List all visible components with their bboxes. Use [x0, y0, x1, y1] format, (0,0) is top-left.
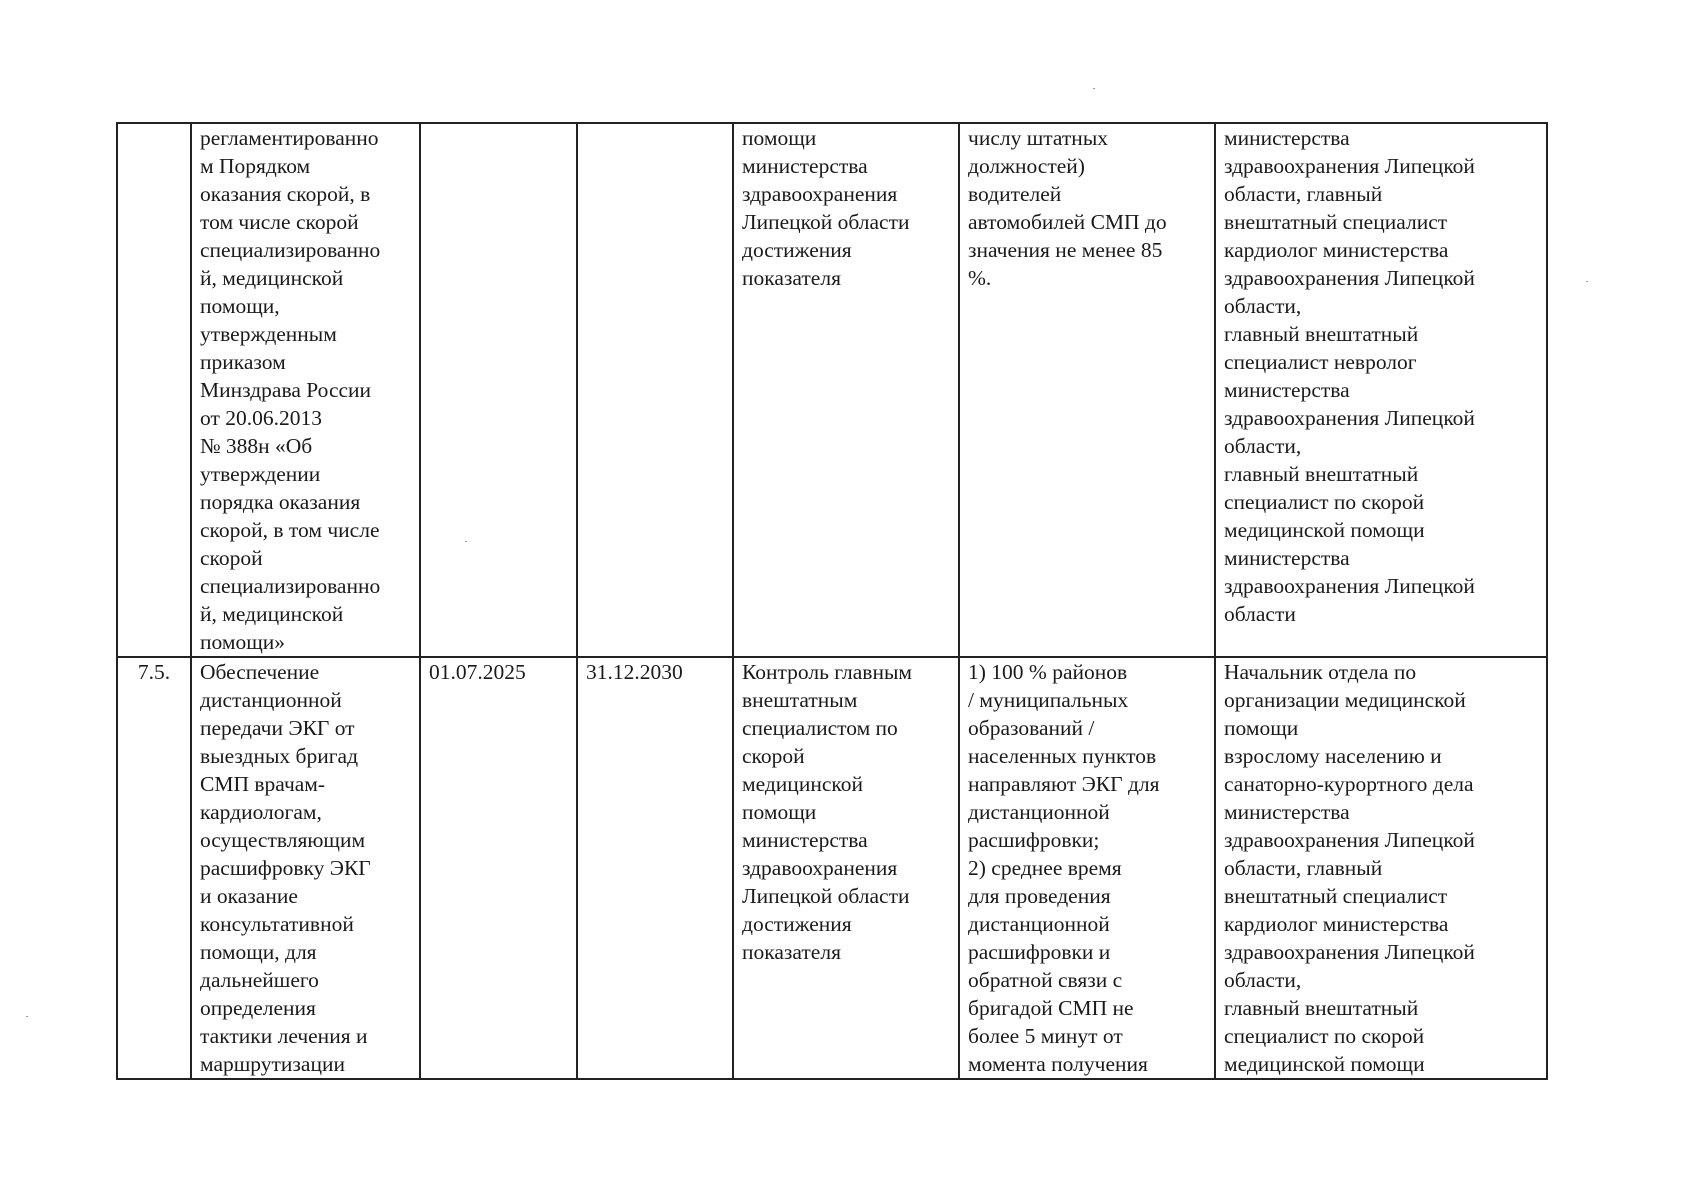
- control-cell: Контроль главным внештатным специалистом по скорой медицинской помощи министерства здравоохранения Липецкой области достижения показателя: [733, 657, 959, 1079]
- row-number-cell: 7.5.: [117, 657, 191, 1079]
- responsible-cell: министерства здравоохранения Липецкой области, главный внештатный специалист кардиолог министерства здравоохранения Липецкой области, главный внештатный специалист невролог министерства здравоохранения Липецкой области, главный внештатный специалист по скорой медицинской помощи министерства здравоохранения Липецкой области: [1215, 123, 1547, 657]
- end-date-cell: [577, 123, 733, 657]
- activity-cell: Обеспечение дистанционной передачи ЭКГ от выездных бригад СМП врачам- кардиологам, осуществляющим расшифровку ЭКГ и оказание консультативной помощи, для дальнейшего определения тактики лечения и маршрутизации: [191, 657, 420, 1079]
- start-date-cell: [420, 123, 577, 657]
- measures-table: [116, 122, 1548, 1080]
- table-row: [117, 123, 1547, 657]
- activity-cell: регламентированно м Порядком оказания скорой, в том числе скорой специализированно й, медицинской помощи, утвержденным приказом Минздрава России от 20.06.2013 № 388н «Об утверждении порядка оказания скорой, в том числе скорой специализированно й, медицинской помощи»: [191, 123, 420, 657]
- end-date-cell: 31.12.2030: [577, 657, 733, 1079]
- result-cell: 1) 100 % районов / муниципальных образований / населенных пунктов направляют ЭКГ для дистанционной расшифровки; 2) среднее время для проведения дистанционной расшифровки и обратной связи с бригадой СМП не более 5 минут от момента получения: [959, 657, 1215, 1079]
- table-row: [117, 657, 1547, 1079]
- control-cell: помощи министерства здравоохранения Липецкой области достижения показателя: [733, 123, 959, 657]
- scan-speck: [26, 1016, 28, 1017]
- responsible-cell: Начальник отдела по организации медицинской помощи взрослому населению и санаторно-курортного дела министерства здравоохранения Липецкой области, главный внештатный специалист кардиолог министерства здравоохранения Липецкой области, главный внештатный специалист по скорой медицинской помощи: [1215, 657, 1547, 1079]
- result-cell: числу штатных должностей) водителей автомобилей СМП до значения не менее 85 %.: [959, 123, 1215, 657]
- scan-speck: [1586, 281, 1588, 282]
- start-date-cell: 01.07.2025: [420, 657, 577, 1079]
- row-number-cell: [117, 123, 191, 657]
- scan-speck: [1093, 88, 1095, 89]
